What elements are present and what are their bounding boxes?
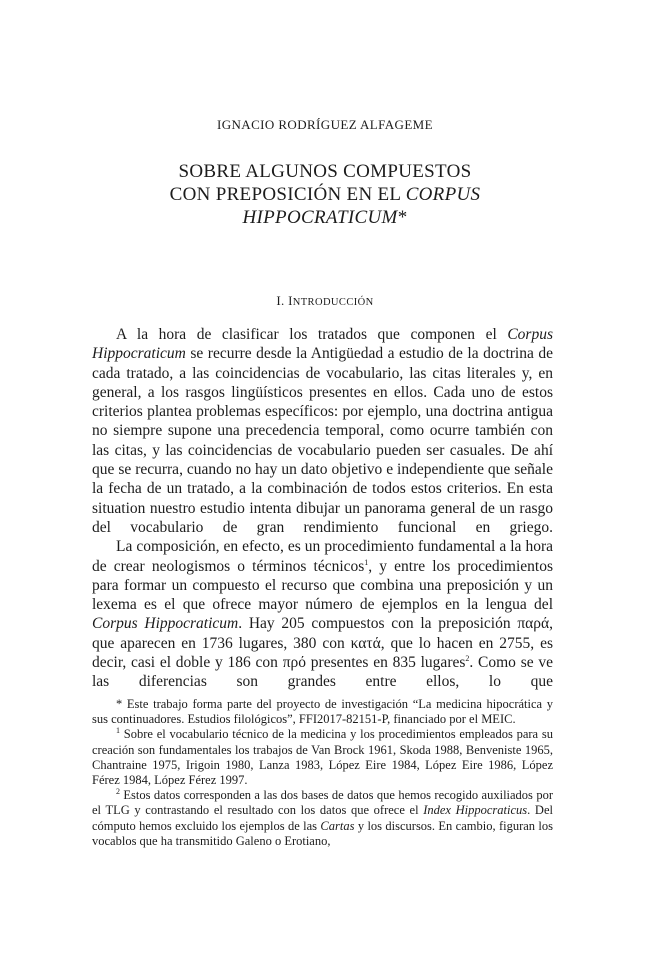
footnote-star (92, 697, 553, 727)
para2-text-f: presentes en 835 lugares (306, 654, 466, 672)
footnote-2-text-b: . Del cómputo hemos excluido los ejemplos de las (92, 803, 553, 833)
section-cap: I (288, 293, 293, 308)
para2-text-b: , y entre los procedimientos para formar un compuesto el recurso que combina una preposición y un lexema es el que ofrece mayor número de ejemplos en la lengua del (92, 557, 553, 614)
footnote-2-index-italic: Index Hippocraticus (423, 803, 528, 818)
title-hippocraticum: HIPPOCRATICUM (242, 207, 398, 228)
paragraph-1 (92, 325, 553, 537)
footnote-1-mark: 1 (116, 726, 120, 736)
title-line-3 (0, 206, 650, 229)
footnotes (92, 697, 553, 849)
footnote-star-mark: * (116, 697, 123, 711)
footnote-1-text: Sobre el vocabulario técnico de la medicina y los procedimientos empleados para su creación son fundamentales los trabajos de Van Brock 1961, Skoda 1988, Benveniste 1965, Chantraine 1975, Irigoin 1980, Lanza 1983, López Eire 1984, López Eire 1986, López Férez 1984, López Férez 1997. (92, 727, 553, 788)
footnote-2-text-c: y los discursos. En cambio, figuran los vocablos que ha transmitido Galeno o Erotiano, (92, 818, 553, 848)
title-line-2 (0, 183, 650, 206)
section-title: NTRODUCCIÓN (292, 297, 374, 308)
title-line-1: SOBRE ALGUNOS COMPUESTOS (178, 161, 472, 182)
para2-text-g: . Como se ve las diferencias son grandes entre ellos, lo que (92, 654, 553, 691)
title-footnote-mark: * (397, 207, 408, 228)
section-number: I. (276, 293, 289, 308)
para1-text-b: se recurre desde la Antigüedad a estudio de la doctrina de cada tratado, a las coincidencias de vocabulario, las citas literales y, en general, a los rasgos lingüísticos presentes en ellos. Cada uno de estos criterios plantea problemas específicos: por ejemplo, una doctrina antigua no siempre supone una precedencia temporal, como ocurre también con las citas, y las coincidencias de vocabulario pueden ser casuales. De ahí que se recurra, cuando no hay un dato objetivo e independiente que señale la fecha de un tratado, a la combinación de todos estos criterios. En esta situation nuestro estudio intenta dibujar un panorama general de un rasgo del vocabulario de gran rendimiento funcional en griego. (92, 345, 553, 536)
para1-corpus-italic: Corpus Hippocraticum (92, 326, 553, 363)
footnote-2-cartas-italic: Cartas (320, 818, 355, 833)
para2-text-d: , que aparecen en 1736 lugares, 380 con (92, 615, 554, 652)
footnote-ref-2[interactable]: 2 (465, 653, 470, 663)
para2-text-a: La composición, en efecto, es un procedimiento fundamental a la hora de crear neologismos o términos técnicos (92, 538, 553, 575)
footnote-1 (92, 727, 553, 788)
para2-text-e: , que lo hacen en 2755, es decir, casi el doble y 186 con (92, 634, 553, 672)
para2-corpus-italic: Corpus Hippocraticum (92, 615, 239, 633)
paragraph-2 (92, 537, 553, 691)
title-line-2-text: CON PREPOSICIÓN EN EL (169, 184, 406, 205)
footnote-ref-1[interactable]: 1 (364, 557, 369, 567)
body-text (92, 325, 553, 692)
para1-text-a: A la hora de clasificar los tratados que componen el (116, 326, 508, 343)
footnote-2-mark: 2 (116, 787, 120, 797)
greek-para: παρά (517, 615, 550, 633)
section-heading (0, 293, 650, 309)
title-corpus: CORPUS (405, 184, 481, 205)
running-author: IGNACIO RODRÍGUEZ ALFAGEME (217, 117, 433, 132)
greek-kata: κατά (350, 634, 381, 652)
footnote-star-text: Este trabajo forma parte del proyecto de investigación “La medicina hipocrática y sus continuadores. Estudios filológicos”, FFI2017-82151-P, financiado por el MEIC. (92, 697, 553, 727)
article-title (0, 160, 650, 229)
footnote-2-text-a: Estos datos corresponden a las dos bases de datos que hemos recogido auxiliados por el TLG y contrastando el resultado con los datos que ofrece el (92, 788, 553, 818)
footnote-2 (92, 788, 553, 849)
greek-pro: πρό (282, 654, 307, 672)
para2-text-c: . Hay 205 compuestos con la preposición (238, 615, 518, 633)
